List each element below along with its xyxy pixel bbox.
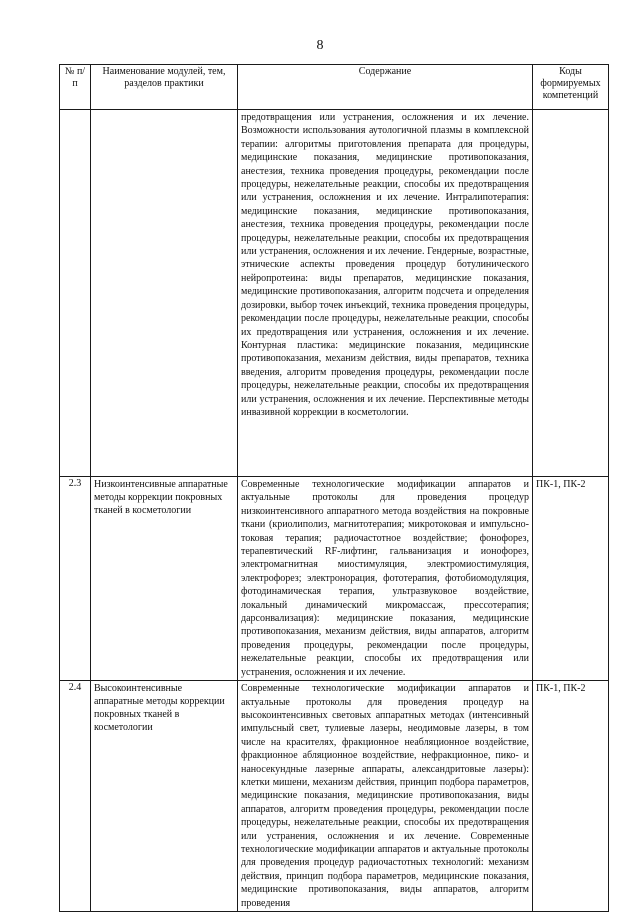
row-title xyxy=(91,110,238,477)
row-competency-codes: ПК-1, ПК-2 xyxy=(533,477,609,681)
row-competency-codes: ПК-1, ПК-2 xyxy=(533,681,609,912)
row-title: Низкоинтенсивные аппаратные методы коррекции покровных тканей в косметологии xyxy=(91,477,238,681)
row-number xyxy=(60,110,91,477)
header-name: Наименование модулей, тем, разделов практики xyxy=(91,65,238,110)
table-header xyxy=(60,65,609,110)
curriculum-table xyxy=(59,64,609,912)
header-codes: Коды формируемых компетенций xyxy=(533,65,609,110)
header-num: № п/п xyxy=(60,65,91,110)
row-content: Современные технологические модификации аппаратов и актуальные протоколы для проведения процедур на высокоинтенсивных световых аппаратных методах (интенсивный импульсный свет, тулиевые лазеры, неодимовые лазеры, в том числе на красителях, фракционное неабляционное воздействие, фракционное абляционное воздействие, нефракционное, пико- и наносекундные лазерные аппараты, александритовые лазеры): клетки мишени, механизм действия, принцип подбора параметров, медицинские показания, медицинские противопоказания, виды аппаратов, алгоритм проведения процедуры, рекомендации после процедуры, нежелательные реакции, способы их предотвращения или устранения, осложнения и их лечение. Современные технологические модификации аппаратов и актуальные протоколы для проведения процедур радиочастотных технологий: механизм действия, принцип подбора параметров, медицинские показания, медицинские противопоказания, виды аппаратов, алгоритм проведения xyxy=(238,681,533,912)
row-content: предотвращения или устранения, осложнения и их лечение. Возможности использования аутологичной плазмы в комплексной терапии: алгоритмы приготовления препарата для процедуры, медицинские показания, медицинские противопоказания, анестезия, техника проведения процедуры, рекомендации после процедуры, нежелательные реакции, способы их предотвращения или устранения, осложнения и их лечение. Интралипотерапия: медицинские показания, медицинские противопоказания, анестезия, техника проведения процедуры, рекомендации после процедуры, нежелательные реакции, способы их предотвращения или устранения, осложнения и их лечение. Гендерные, возрастные, этнические аспекты проведения процедур ботулинического нейропротеина: виды препаратов, медицинские показания, медицинские противопоказания, алгоритм подсчета и определения дозировки, выбор точек инъекций, техника проведения процедуры, рекомендации после процедуры, нежелательные реакции, способы их предотвращения или устранения, осложнения и их лечение. Контурная пластика: медицинские показания, медицинские противопоказания, механизм действия, виды препаратов, техника введения, алгоритм проведения процедуры, рекомендации после процедуры, нежелательные реакции, способы их предотвращения или устранения, осложнения и их лечение. Перспективные методы инвазивной коррекции в косметологии. xyxy=(238,110,533,477)
row-content: Современные технологические модификации аппаратов и актуальные протоколы для проведения процедур низкоинтенсивного аппаратного метода воздействия на покровные ткани (криолиполиз, магнитотерапия; микротоковая и импульсно-токовая терапия; радиочастотное воздействие; фонофорез, терапевтический RF-лифтинг, гальванизация и ионофорез, электромагнитная миостимуляция, электромиостимуляция, электрофорез; электронорация, фототерапия, фотобиомодуляция, фотодинамическая терапия, ультразвуковое воздействие, локальный динамический микромассаж, прессотерапия; дарсонвализация): медицинские показания, медицинские противопоказания, механизм действия, виды аппаратов, алгоритм проведения процедуры, рекомендации после процедуры, нежелательные реакции, способы их предотвращения или устранения, осложнения и их лечение. xyxy=(238,477,533,681)
table-row xyxy=(60,110,609,477)
header-content: Содержание xyxy=(238,65,533,110)
row-number: 2.3 xyxy=(60,477,91,681)
page-number: 8 xyxy=(316,38,324,53)
table-row xyxy=(60,681,609,912)
table-row xyxy=(60,477,609,681)
row-number: 2.4 xyxy=(60,681,91,912)
row-competency-codes xyxy=(533,110,609,477)
row-title: Высокоинтенсивные аппаратные методы коррекции покровных тканей в косметологии xyxy=(91,681,238,912)
